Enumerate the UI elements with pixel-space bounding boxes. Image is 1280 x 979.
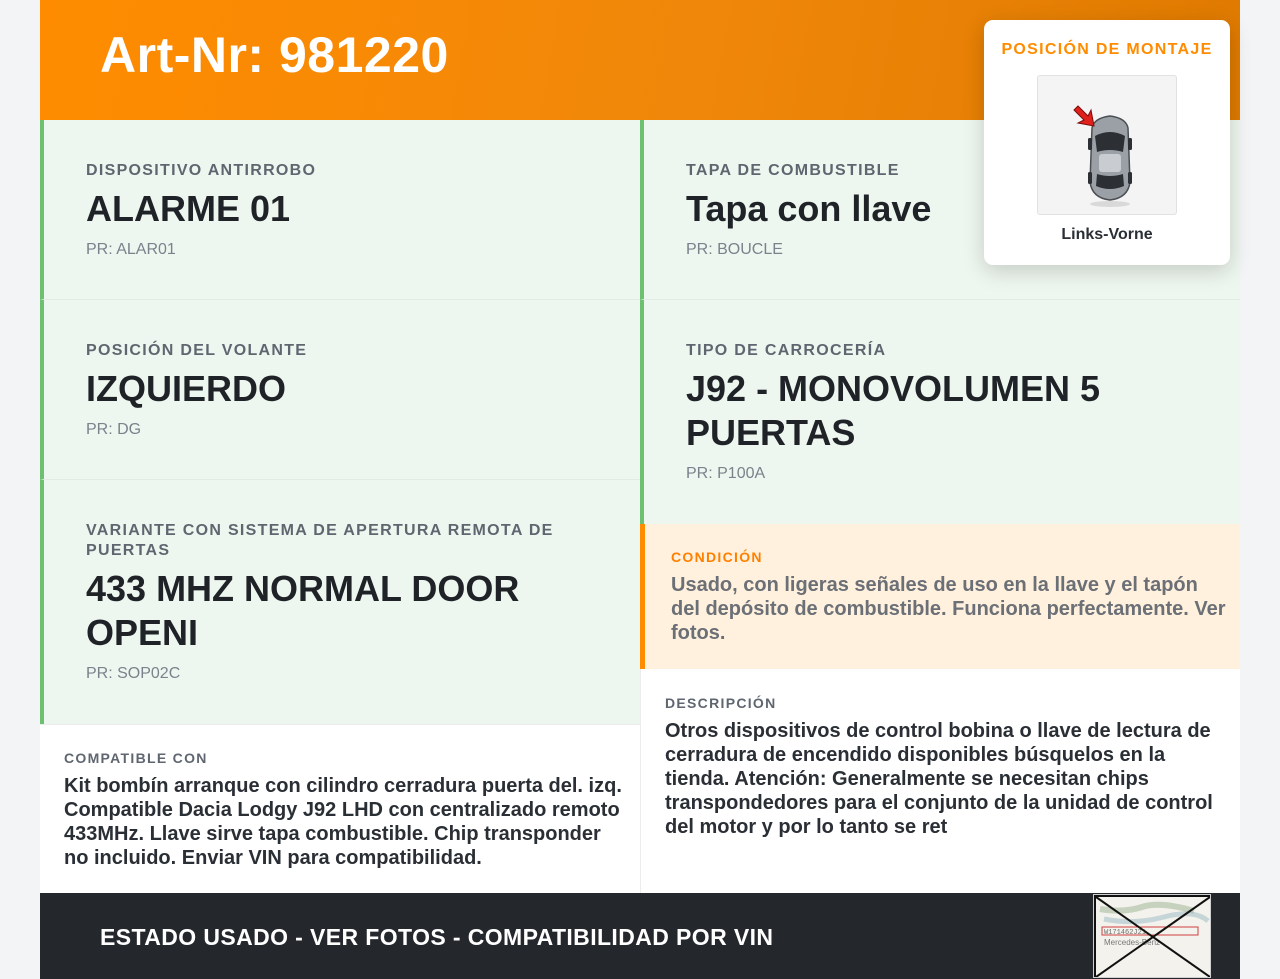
field-pr-code: PR: BOUCLE — [686, 241, 783, 258]
field-label: TAPA DE COMBUSTIBLE — [686, 162, 900, 179]
stamp-brand-text: Mercedes-Benz — [1104, 938, 1161, 947]
condition-label: CONDICIÓN — [671, 549, 763, 565]
field-label: DISPOSITIVO ANTIRROBO — [86, 162, 317, 179]
field-antitheft — [40, 120, 640, 300]
field-pr-code: PR: ALAR01 — [86, 241, 176, 258]
article-number-title: Art-Nr: 981220 — [100, 27, 449, 83]
description-box — [640, 669, 1240, 893]
field-pr-code: PR: SOP02C — [86, 665, 181, 682]
condition-text: Usado, con ligeras señales de uso en la llave y el tapón del depósito de combustible. Funciona perfectamente. Ver fotos. — [671, 574, 1226, 644]
field-pr-code: PR: P100A — [686, 465, 766, 482]
description-text: Otros dispositivos de control bobina o llave de lectura de cerradura de encendido disponibles búsquelos en la tienda. Atención: Generalmente se necesitan chips transpondedores para el conjunto de la unidad de control del motor y por lo tanto se ret — [665, 720, 1213, 838]
description-label: DESCRIPCIÓN — [665, 695, 777, 711]
field-remote-variant — [40, 480, 640, 724]
compatibility-text: Kit bombín arranque con cilindro cerradura puerta del. izq. Compatible Dacia Lodgy J92 LHD con centralizado remoto 433MHz. Llave sirve tapa combustible. Chip transponder no incluido. Enviar VIN para compatibilidad. — [64, 775, 622, 869]
condition-box — [640, 524, 1240, 669]
field-label: TIPO DE CARROCERÍA — [686, 342, 887, 359]
field-value: IZQUIERDO — [86, 368, 287, 409]
field-steering-position — [40, 300, 640, 480]
field-pr-code: PR: DG — [86, 421, 142, 438]
field-value: ALARME 01 — [86, 188, 291, 229]
field-value: J92 - MONOVOLUMEN 5 PUERTAS — [686, 368, 1101, 453]
footer-text: ESTADO USADO - VER FOTOS - COMPATIBILIDAD POR VIN — [100, 924, 774, 950]
mounting-position-label: POSICIÓN DE MONTAJE — [1001, 41, 1213, 58]
field-label: POSICIÓN DEL VOLANTE — [86, 342, 308, 359]
field-value: 433 MHZ NORMAL DOOR OPENI — [86, 568, 520, 653]
compatibility-label: COMPATIBLE CON — [64, 750, 208, 766]
stamp-vin-text: W171462J21 — [1104, 929, 1147, 937]
car-top-view-icon — [1037, 75, 1177, 215]
compatibility-box — [40, 724, 640, 893]
field-label: VARIANTE CON SISTEMA DE APERTURA REMOTA DE PUERTAS — [86, 522, 554, 559]
field-value: Tapa con llave — [686, 188, 932, 229]
field-body-type — [640, 300, 1240, 524]
mounting-position-card — [984, 20, 1230, 265]
mounting-position-caption: Links-Vorne — [1061, 226, 1153, 243]
footer-bar — [40, 893, 1240, 979]
document-envelope-icon — [1094, 895, 1211, 978]
registration-document-image[interactable] — [1093, 894, 1211, 978]
